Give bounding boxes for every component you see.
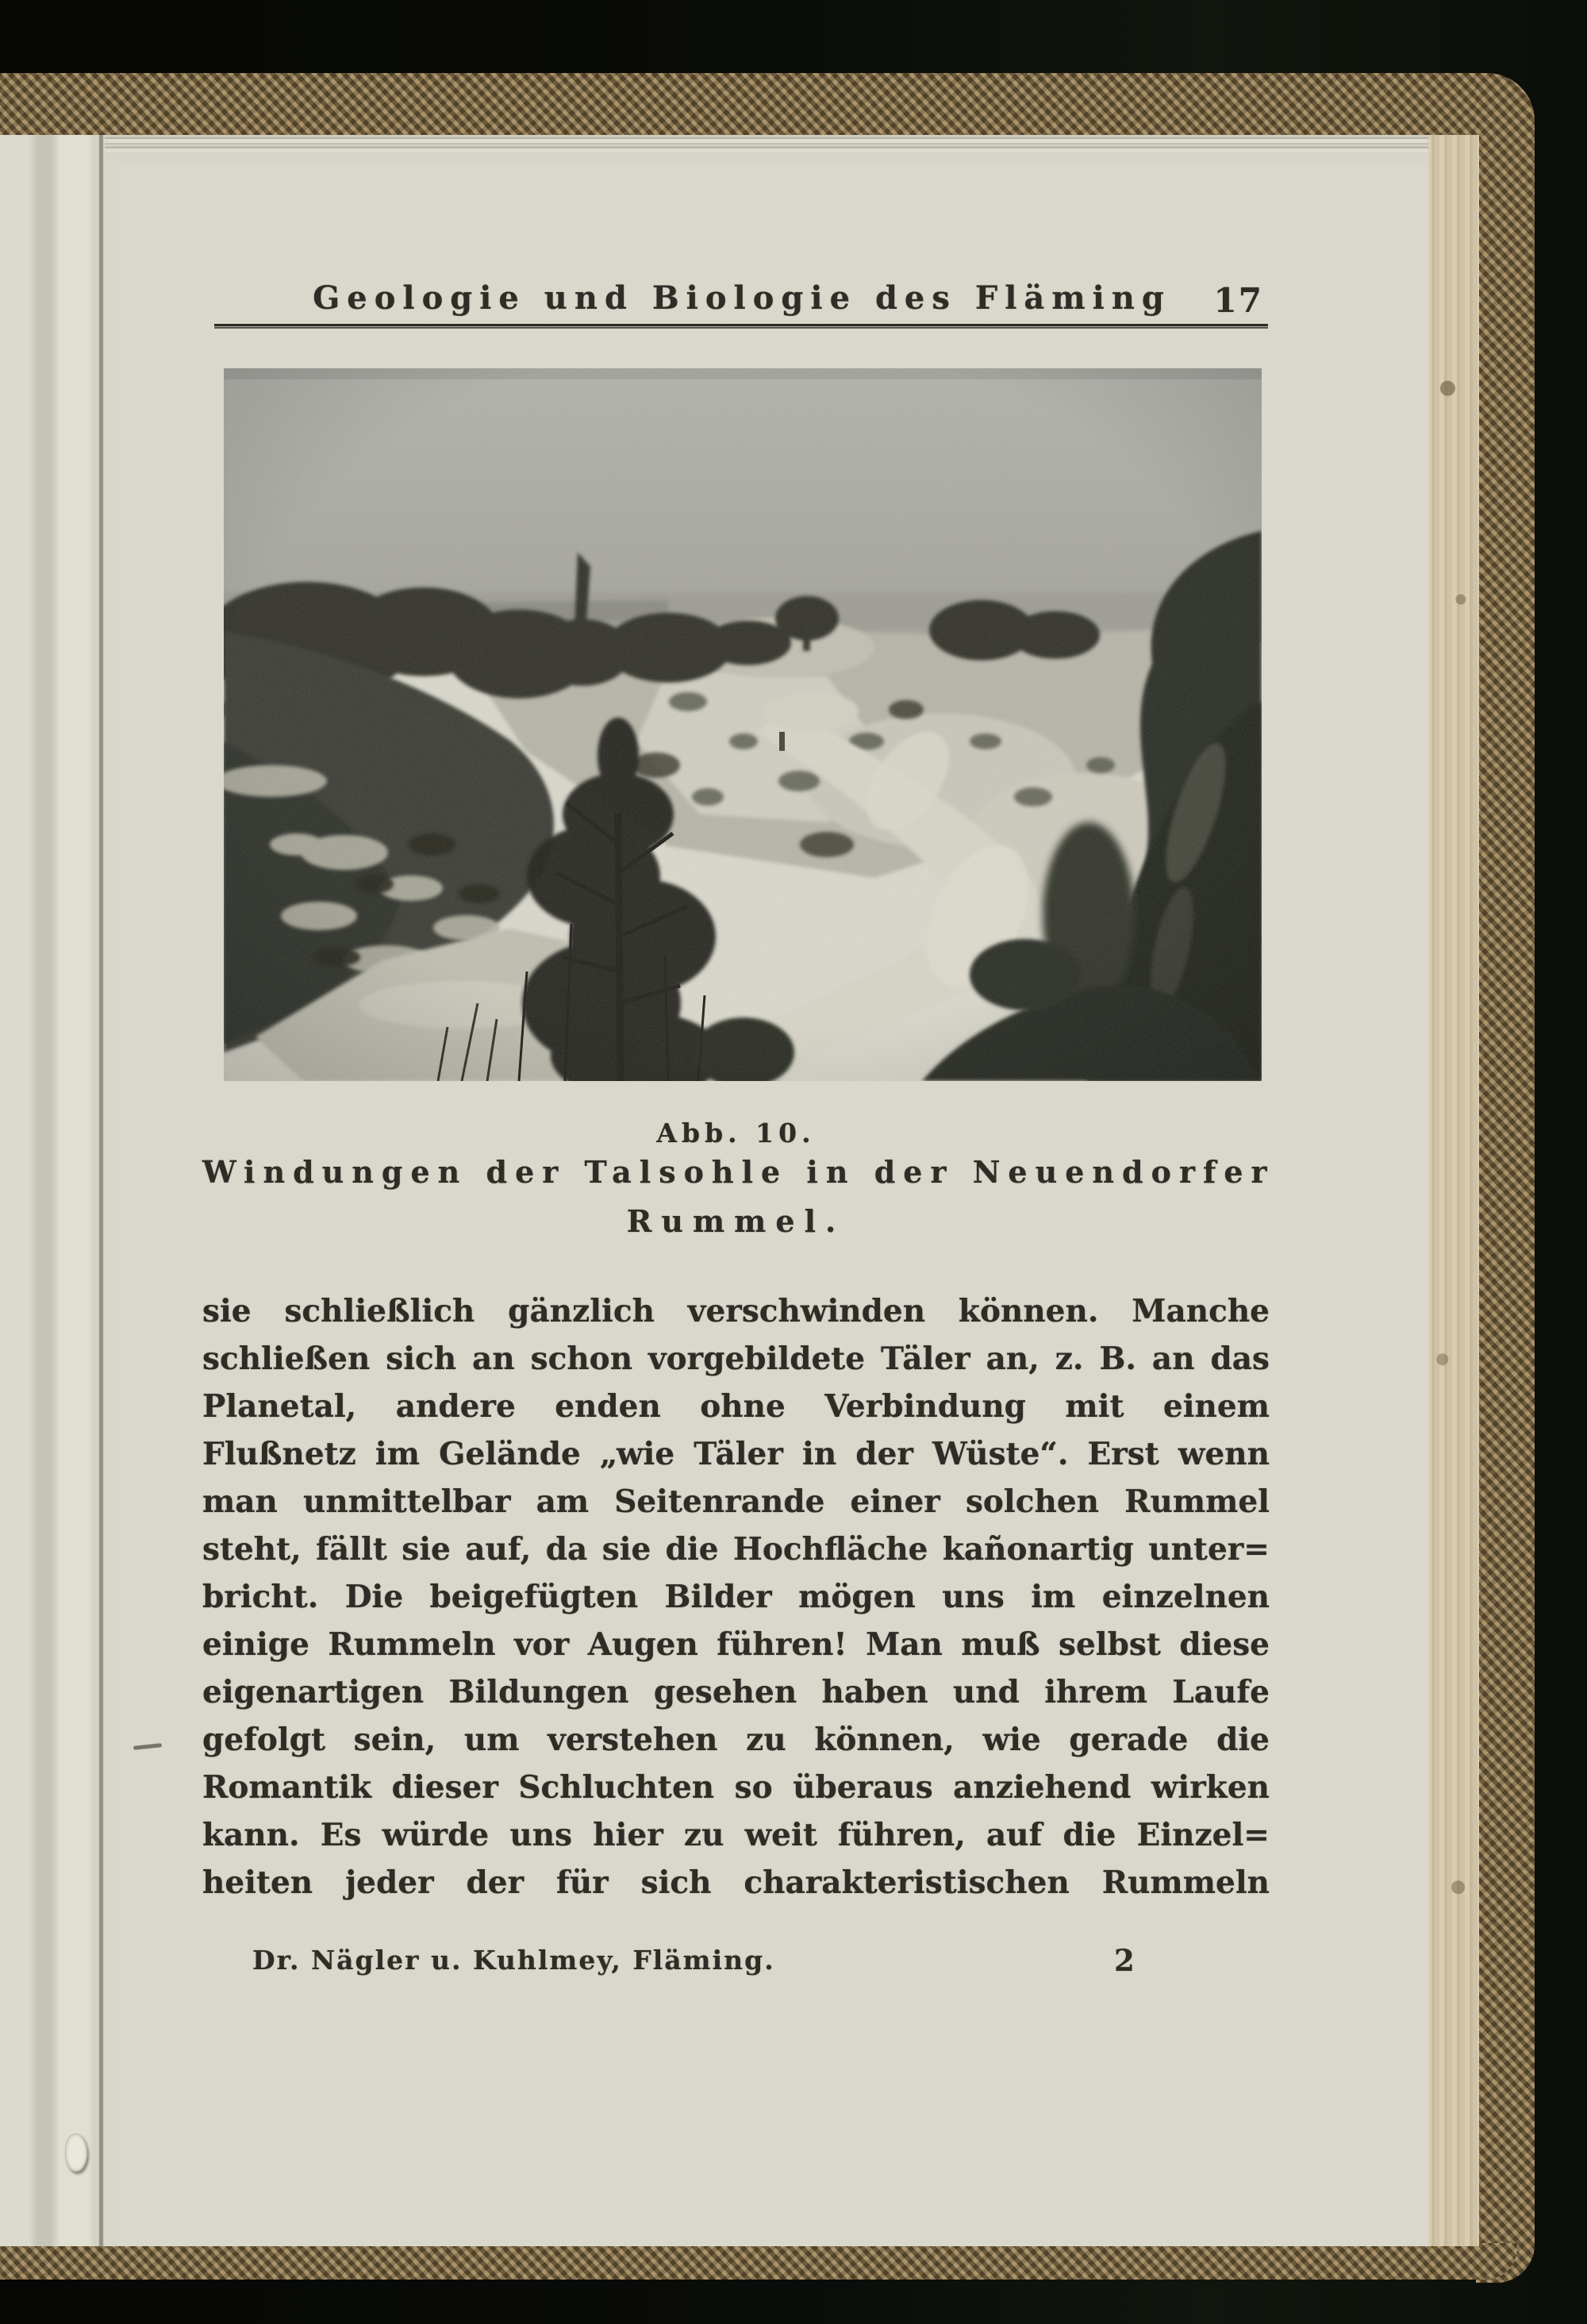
pencil-margin-mark bbox=[133, 1743, 162, 1750]
sheet-signature-number: 2 bbox=[1114, 1943, 1135, 1978]
body-text-line: einige Rummeln vor Augen führen! Man muß selbst diese bbox=[202, 1626, 1270, 1663]
figure-photo bbox=[224, 368, 1262, 1081]
book-cover-top-edge bbox=[0, 73, 1535, 137]
binding-thread bbox=[65, 2134, 87, 2172]
book-cover-bottom-edge bbox=[0, 2243, 1517, 2280]
running-header-title: Geologie und Biologie des Fläming bbox=[313, 279, 1171, 317]
body-text-line: Romantik dieser Schluchten so überaus anziehend wirken bbox=[202, 1769, 1270, 1806]
figure-label: Abb. 10. bbox=[656, 1118, 816, 1149]
figure-caption-line1: Windungen der Talsohle in der Neuendorfer bbox=[202, 1154, 1275, 1190]
figure-caption-line2: Rummel. bbox=[626, 1203, 846, 1239]
footer-signature: Dr. Nägler u. Kuhlmey, Fläming. bbox=[252, 1945, 775, 1976]
page-number: 17 bbox=[1213, 281, 1263, 320]
page-footer bbox=[0, 1945, 1428, 1984]
page-stack-fore-edge bbox=[1427, 135, 1479, 2246]
body-text-line: eigenartigen Bildungen gesehen haben und ihrem Laufe bbox=[202, 1674, 1270, 1710]
body-text-line: Flußnetz im Gelände „wie Täler in der Wüste“. Erst wenn bbox=[202, 1436, 1270, 1472]
body-text-line: steht, fällt sie auf, da sie die Hochfläche kañonartig unter= bbox=[202, 1531, 1270, 1568]
page-stack-top-edge bbox=[0, 135, 1428, 152]
scanned-book-page bbox=[0, 135, 1428, 2246]
body-text-line: bricht. Die beigefügten Bilder mögen uns im einzelnen bbox=[202, 1579, 1270, 1615]
body-text-line: Planetal, andere enden ohne Verbindung mit einem bbox=[202, 1388, 1270, 1425]
book-cover-right-edge bbox=[1476, 73, 1535, 2283]
landscape-photo-illustration bbox=[224, 368, 1262, 1081]
body-text bbox=[202, 1287, 1270, 1907]
body-text-line: heiten jeder der für sich charakteristischen Rummeln bbox=[202, 1864, 1270, 1901]
body-text-line: gefolgt sein, um verstehen zu können, wie gerade die bbox=[202, 1722, 1270, 1758]
body-text-line: sie schließlich gänzlich verschwinden können. Manche bbox=[202, 1293, 1270, 1329]
running-header bbox=[214, 279, 1270, 321]
body-text-line: man unmittelbar am Seitenrande einer solchen Rummel bbox=[202, 1483, 1270, 1520]
header-rule bbox=[214, 324, 1268, 329]
binding-gutter-crease bbox=[0, 135, 105, 2246]
body-text-line: schließen sich an schon vorgebildete Täler an, z. B. an das bbox=[202, 1341, 1270, 1377]
body-text-line: kann. Es würde uns hier zu weit führen, auf die Einzel= bbox=[202, 1817, 1270, 1853]
